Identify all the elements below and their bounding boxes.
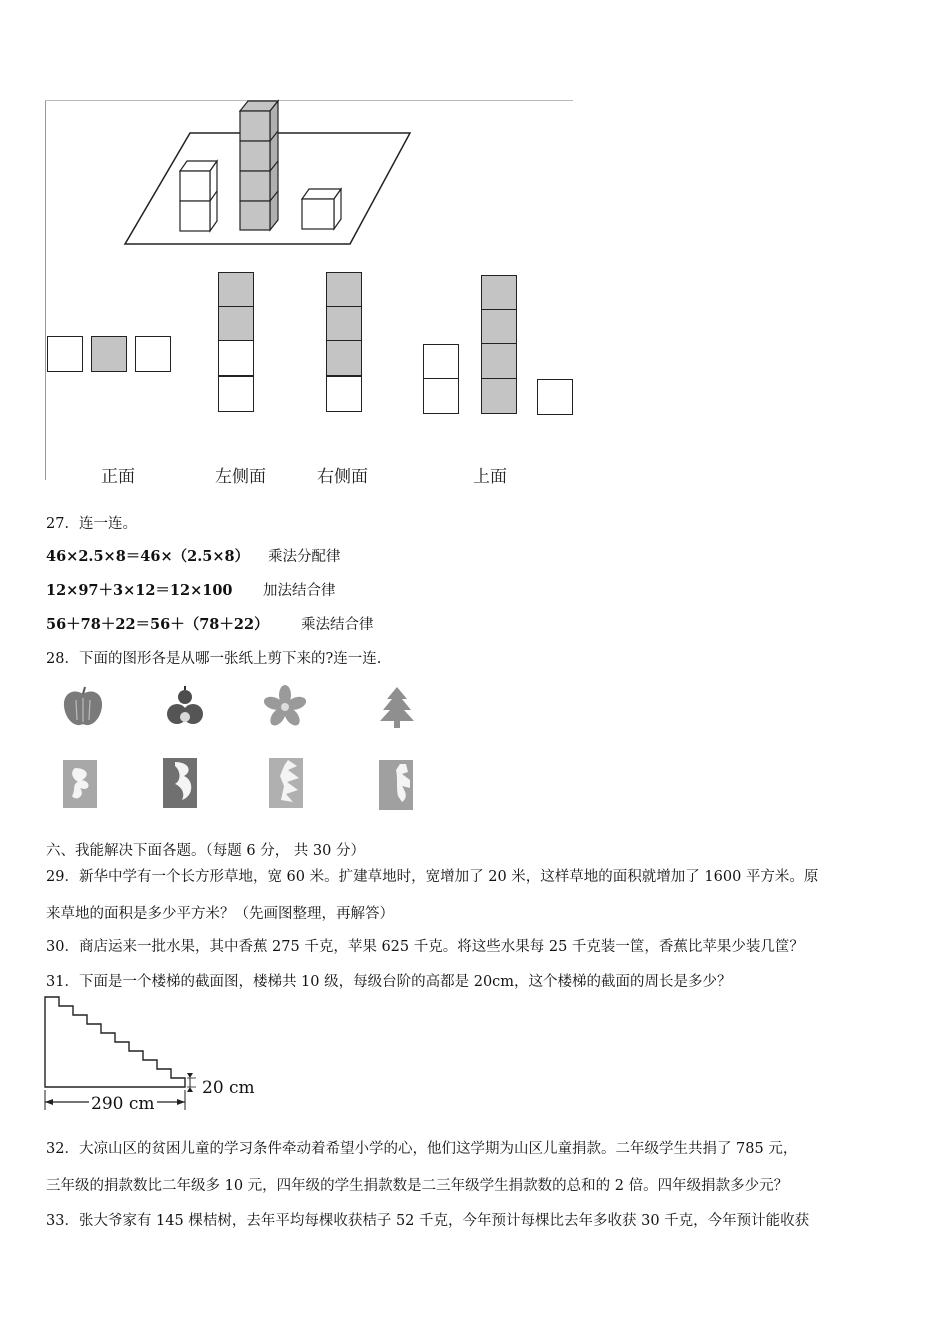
paper-sheet-2-icon [160,756,200,810]
q27-law-1: 乘法分配律 [268,549,341,565]
paper-sheet-3-icon [266,756,306,810]
q32-line-1: 32．大凉山区的贫困儿童的学习条件牵动着希望小学的心，他们这学期为山区儿童捐款。二年级学生共捐了 785 元， [46,1141,798,1157]
q33-line-1: 33．张大爷家有 145 棵桔树，去年平均每棵收获桔子 52 千克，今年预计每棵比去年多收获 30 千克，今年预计能收获 [46,1213,810,1229]
view-square-shaded [326,272,362,308]
view-square-shaded [218,272,254,308]
q27-expr-3: 56＋78＋22＝56＋（78＋22） [46,616,269,633]
stair-height-label: 20 cm [202,1078,255,1098]
q27-law-3: 乘法结合律 [301,617,374,633]
q30-text: 30．商店运来一批水果，其中香蕉 275 千克，苹果 625 千克。将这些水果每 25 千克装一筐，香蕉比苹果少装几筐？ [46,939,804,955]
q29-line-2: 来草地的面积是多少平方米？（先画图整理，再解答） [46,906,394,922]
view-square [537,379,573,415]
label-top: 上面 [473,467,507,487]
view-square [423,344,459,380]
q29-line-1: 29．新华中学有一个长方形草地，宽 60 米。扩建草地时，宽增加了 20 米，这样草地的面积就增加了 1600 平方米。原 [46,869,819,885]
q27-title: 27．连一连。 [46,516,137,532]
view-square [218,340,254,376]
view-square-shaded [481,343,517,379]
paper-sheet-1-icon [60,758,100,810]
q28-title: 28．下面的图形各是从哪一张纸上剪下来的?连一连. [46,651,382,667]
stair-width-label: 290 cm [91,1094,155,1114]
q31-text: 31．下面是一个楼梯的截面图，楼梯共 10 级，每级台阶的高都是 20cm，这个楼梯的截面的周长是多少？ [46,974,732,990]
q27-expr-1: 46×2.5×8＝46×（2.5×8） [46,548,250,565]
view-square-shaded [91,336,127,372]
q32-line-2: 三年级的捐款数比二年级多 10 元，四年级的学生捐款数是二三年级学生捐款数的总和的 2 倍。四年级捐款多少元？ [46,1178,789,1194]
label-left: 左侧面 [215,467,266,487]
section6-title: 六、我能解决下面各题。（每题 6 分， 共 30 分） [46,843,365,859]
view-square [47,336,83,372]
label-right: 右侧面 [317,467,368,487]
view-square-shaded [481,275,517,311]
view-square [423,378,459,414]
label-front: 正面 [101,467,135,487]
figure-frame-left [45,100,46,480]
view-square-shaded [326,306,362,342]
flower-shape-icon [262,684,308,730]
view-square [135,336,171,372]
view-square-shaded [218,306,254,342]
apple-shape-icon [60,684,106,730]
view-square-shaded [326,340,362,376]
paper-sheet-4-icon [376,758,416,812]
view-square [218,376,254,412]
tree-shape-icon [374,684,420,730]
q27-expr-2: 12×97＋3×12＝12×100 [46,582,233,599]
cube-arrangement-3d [120,98,420,248]
gourd-shape-icon [162,684,208,730]
view-square [326,376,362,412]
view-square-shaded [481,378,517,414]
q27-law-2: 加法结合律 [263,583,336,599]
view-square-shaded [481,309,517,345]
